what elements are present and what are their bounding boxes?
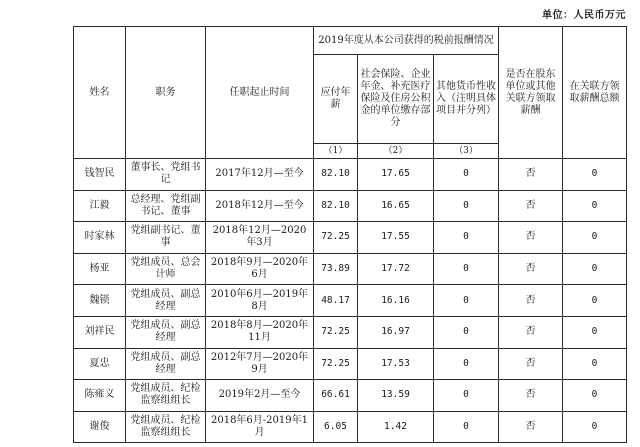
cell-affiliate: 0 [563,285,627,317]
cell-position: 党组成员、副总经理 [126,348,206,380]
table-row [74,222,627,254]
cell-shareholder: 否 [499,253,563,285]
compensation-table [73,26,627,443]
cell-insurance: 17.72 [358,253,434,285]
cell-name: 魏锁 [74,285,126,317]
cell-other: 0 [434,411,499,443]
cell-salary: 72.25 [314,316,358,348]
header-term: 任职起止时间 [206,27,314,159]
header-group: 2019年度从本公司获得的税前报酬情况 [314,27,499,55]
cell-term: 2018年6月-2019年1月 [206,411,314,443]
cell-insurance: 17.65 [358,159,434,191]
cell-term: 2010年6月—2019年8月 [206,285,314,317]
cell-salary: 73.89 [314,253,358,285]
cell-name: 谢俊 [74,411,126,443]
cell-shareholder: 否 [499,159,563,191]
cell-affiliate: 0 [563,380,627,412]
cell-salary: 82.10 [314,190,358,222]
cell-shareholder: 否 [499,316,563,348]
cell-insurance: 16.16 [358,285,434,317]
cell-affiliate: 0 [563,316,627,348]
cell-salary: 66.61 [314,380,358,412]
cell-name: 江毅 [74,190,126,222]
cell-position: 党组成员、副总经理 [126,316,206,348]
cell-position: 总经理、党组副书记、董事 [126,190,206,222]
header-index-3: （3） [434,144,499,159]
cell-term: 2017年12月—至今 [206,159,314,191]
cell-other: 0 [434,190,499,222]
cell-insurance: 16.65 [358,190,434,222]
cell-shareholder: 否 [499,380,563,412]
table-row [74,380,627,412]
cell-affiliate: 0 [563,253,627,285]
cell-insurance: 16.97 [358,316,434,348]
unit-label: 单位：人民币万元 [542,10,626,21]
header-shareholder: 是否在股东单位或其他关联方领取薪酬 [499,27,563,159]
cell-name: 杨亚 [74,253,126,285]
cell-salary: 72.25 [314,348,358,380]
header-name: 姓名 [74,27,126,159]
table-row [74,190,627,222]
cell-other: 0 [434,222,499,254]
table-row [74,285,627,317]
cell-insurance: 13.59 [358,380,434,412]
cell-shareholder: 否 [499,411,563,443]
cell-position: 党组成员、副总经理 [126,285,206,317]
header-insurance: 社会保险、企业年金、补充医疗保险及住房公积金的单位缴存部分 [358,55,434,144]
cell-salary: 72.25 [314,222,358,254]
table-row [74,316,627,348]
header-other: 其他货币性收入（注明具体项目并分列） [434,55,499,144]
cell-other: 0 [434,253,499,285]
cell-name: 夏忠 [74,348,126,380]
cell-term: 2019年2月—至今 [206,380,314,412]
cell-position: 党组成员、纪检监察组组长 [126,411,206,443]
header-position: 职务 [126,27,206,159]
header-affiliate: 在关联方领取薪酬总额 [563,27,627,159]
cell-position: 董事长、党组书记 [126,159,206,191]
cell-name: 时家林 [74,222,126,254]
table-row [74,348,627,380]
cell-affiliate: 0 [563,348,627,380]
cell-term: 2018年12月—至今 [206,190,314,222]
cell-affiliate: 0 [563,411,627,443]
header-index-1: （1） [314,144,358,159]
cell-other: 0 [434,159,499,191]
cell-salary: 82.10 [314,159,358,191]
cell-name: 刘祥民 [74,316,126,348]
cell-position: 党组副书记、董事 [126,222,206,254]
cell-salary: 6.05 [314,411,358,443]
table-row [74,411,627,443]
cell-term: 2018年9月—2020年6月 [206,253,314,285]
table-row [74,253,627,285]
cell-other: 0 [434,348,499,380]
cell-insurance: 1.42 [358,411,434,443]
cell-shareholder: 否 [499,190,563,222]
cell-salary: 48.17 [314,285,358,317]
cell-affiliate: 0 [563,159,627,191]
cell-affiliate: 0 [563,190,627,222]
cell-name: 陈雍义 [74,380,126,412]
cell-shareholder: 否 [499,222,563,254]
cell-position: 党组成员、纪检监察组组长 [126,380,206,412]
cell-insurance: 17.55 [358,222,434,254]
header-salary: 应付年薪 [314,55,358,144]
cell-name: 钱智民 [74,159,126,191]
cell-term: 2018年12月—2020年3月 [206,222,314,254]
cell-shareholder: 否 [499,348,563,380]
table-row [74,159,627,191]
cell-other: 0 [434,285,499,317]
cell-shareholder: 否 [499,285,563,317]
cell-term: 2018年8月—2020年11月 [206,316,314,348]
header-index-2: （2） [358,144,434,159]
cell-insurance: 17.53 [358,348,434,380]
cell-other: 0 [434,380,499,412]
cell-term: 2012年7月—2020年9月 [206,348,314,380]
cell-position: 党组成员、总会计师 [126,253,206,285]
cell-affiliate: 0 [563,222,627,254]
cell-other: 0 [434,316,499,348]
